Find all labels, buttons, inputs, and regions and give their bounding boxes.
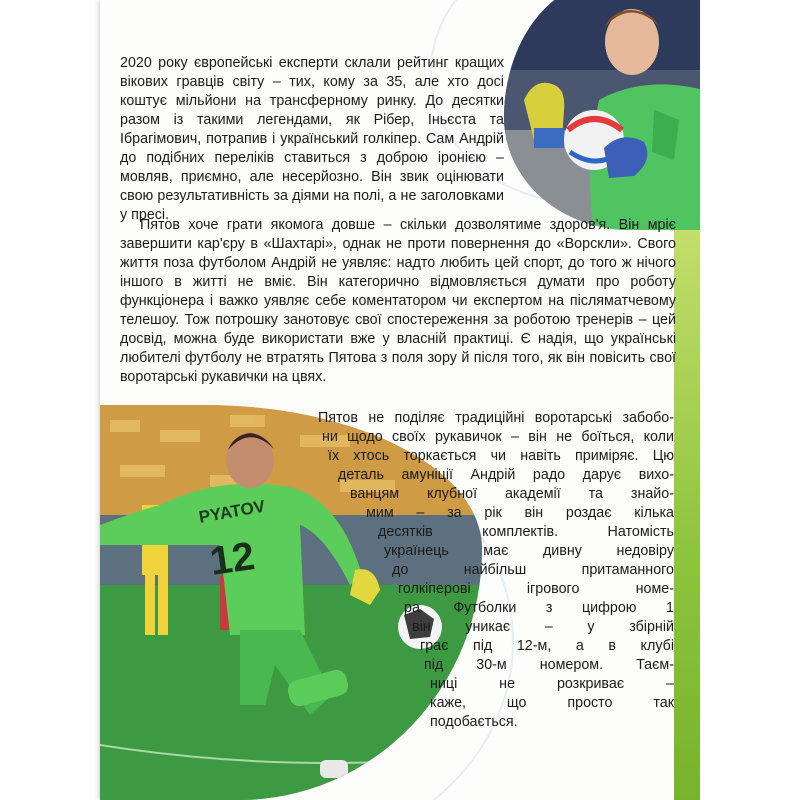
paragraph-3-line: голкіперові ігрового номе-: [398, 581, 674, 597]
paragraph-3-line: десятків комплектів. Натомість: [378, 524, 674, 540]
jersey-number: 12: [207, 534, 258, 584]
paragraph-3-line: їх хтось торкається чи навіть приміряє. Цю: [328, 448, 674, 464]
article-paragraph-1: [120, 54, 504, 225]
jersey-name: PYATOV: [197, 496, 267, 527]
paragraph-3-line: мим – за рік він роздає кілька: [366, 505, 674, 521]
paragraph-2-text: Пятов хоче грати якомога довше – скільки дозволятиме здоров'я. Він мріє завершити кар'єру в «Шахтарі», однак не проти повернення до «Ворскли». Свого життя поза футболом Андрій не уявляє: надто любить цей спорт, до того ж нічого іншого в житті не вміє. Він категорично відмовляється думати про роботу функціонера і важко уявляє себе коментатором чи експертом на післяматчевому телешоу. Тож потрошку занотовує свої спостереження за роботою тренерів – цей досвід, можна буде використати вже у власній практиці. Є надія, що українські любителі футболу не втратять Пятова з поля зору й після того, як він повісить свої воротарські рукавички на цвях.: [120, 217, 676, 385]
article-paragraph-3: [318, 409, 674, 732]
paragraph-3-line: він уникає – у збірній: [412, 619, 674, 635]
paragraph-3-line: українець має дивну недовіру: [384, 543, 674, 559]
paragraph-3-line: грає під 12-м, а в клубі: [420, 638, 674, 654]
green-side-strip: [674, 200, 700, 800]
paragraph-3-line: каже, що просто так: [430, 695, 674, 711]
paragraph-3-line: ниці не розкриває –: [430, 676, 674, 692]
paragraph-3-line: Пятов не поділяє традиційні воротарські забобо-: [318, 410, 674, 426]
paragraph-3-line: ра. Футболки з цифрою 1: [404, 600, 674, 616]
paragraph-1-text: 2020 року європейські експерти склали рейтинг кращих вікових гравців світу – тих, кому за 35, але хто досі коштує мільйони на трансферному ринку. До десятки разом із такими легендами, як Рібер, Іньєста та Ібрагімович, потрапив і український голкіпер. Сам Андрій до подібних переліків ставиться з доброю іронією – мовляв, приємно, але несерйозно. Він звик оцінювати свою результативність за діями на полі, а не заголовками у пресі.: [120, 55, 504, 223]
paragraph-3-line: ванцям клубної академії та знайо-: [350, 486, 674, 502]
book-page: [100, 0, 700, 800]
article-paragraph-2: [120, 216, 676, 387]
paragraph-3-line: ни щодо своїх рукавичок – він не боїться, коли: [322, 429, 674, 445]
paragraph-3-line: деталь амуніції Андрій радо дарує вихо-: [338, 467, 674, 483]
paragraph-3-line: подобається.: [430, 714, 518, 730]
paragraph-3-line: до найбільш притаманного: [392, 562, 674, 578]
paragraph-3-line: під 30-м номером. Таєм-: [424, 657, 674, 673]
